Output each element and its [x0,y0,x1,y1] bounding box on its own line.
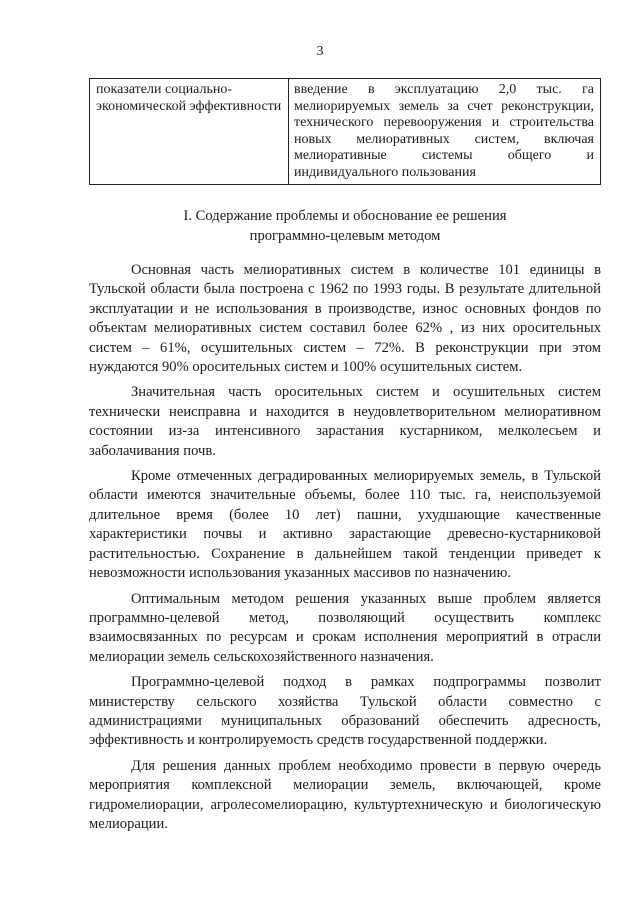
indicator-name-cell: показатели социально-экономической эффективности [90,79,289,185]
paragraph: Значительная часть оросительных систем и осушительных систем технически неисправна и находится в неудовлетворительном мелиоративном состоянии из-за интенсивного зарастания кустарником, мелколесьем и заболачивания почв. [89,384,601,459]
section-title-line-1: I. Содержание проблемы и обоснование ее решения [183,208,507,224]
page-number: 3 [316,44,324,59]
paragraph: Для решения данных проблем необходимо провести в первую очередь мероприятия комплексной мелиорации земель, включающей, кроме гидромелиорации, агролесомелиорацию, культуртехническую и биологическую мелиорации. [89,757,601,832]
paragraph: Оптимальным методом решения указанных выше проблем является программно-целевой метод, позволяющий осуществить комплекс взаимосвязанных по ресурсам и срокам исполнения мероприятий в отрасли мелиорации земель сельскохозяйственного назначения. [89,590,601,665]
section-title-line-2: программно-целевым методом [249,228,441,244]
table-row [90,79,601,185]
indicator-value-cell: введение в эксплуатацию 2,0 тыс. га мелиорируемых земель за счет реконструкции, технического перевооружения и строительства новых мелиоративных систем, включая мелиоративные системы общего и индивидуального пользования [289,79,601,185]
indicators-table [89,78,601,185]
paragraph: Кроме отмеченных деградированных мелиорируемых земель, в Тульской области имеются значительные объемы, более 110 тыс. га, неиспользуемой длительное время (более 10 лет) пашни, ухудшающие качественные характеристики почвы и активно зарастающие древесно-кустарниковой растительностью. Сохранение в дальнейшем такой тенденции приведет к невозможности использования указанных массивов по назначению. [89,468,601,582]
paragraph: Основная часть мелиоративных систем в количестве 101 единицы в Тульской области была построена с 1962 по 1993 годы. В результате длительной эксплуатации и не использования в производстве, износ основных фондов по объектам мелиоративных систем составил более 62% , из них оросительных систем – 61%, осушительных систем – 72%. В реконструкции при этом нуждаются 90% оросительных систем и 100% осушительных систем. [89,262,601,376]
body-text [89,261,601,834]
paragraph: Программно-целевой подход в рамках подпрограммы позволит министерству сельского хозяйства Тульской области совместно с администрациями муниципальных образований обеспечить адресность, эффективность и контролируемость средств государственной поддержки. [89,674,601,749]
section-heading [89,206,601,246]
